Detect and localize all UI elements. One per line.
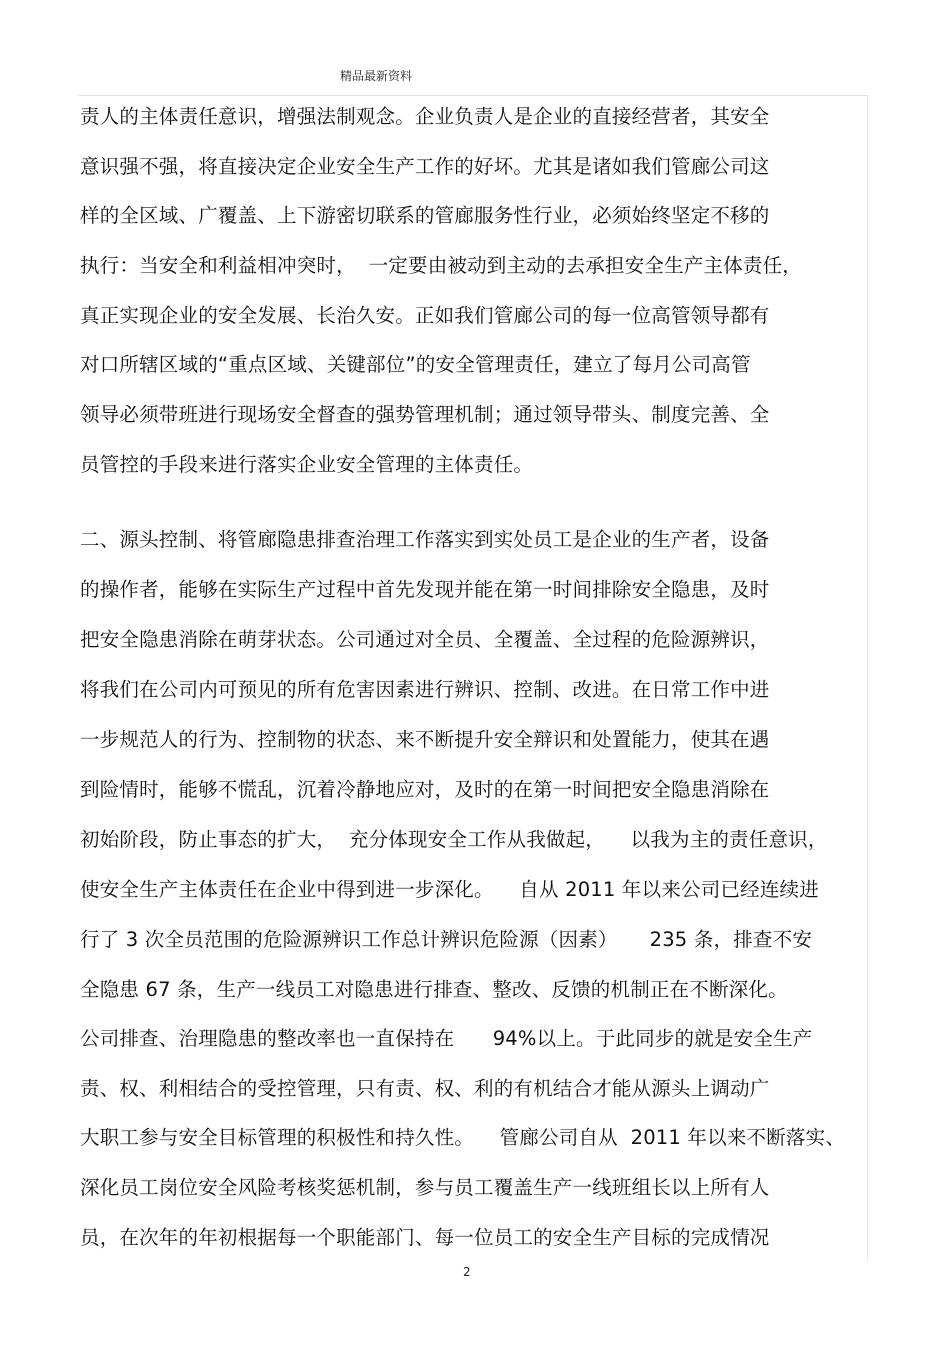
paragraph-2-line: 到险情时，能够不慌乱，沉着冷静地应对，及时的在第一时间把安全隐患消除在 bbox=[80, 778, 770, 801]
paragraph-2-line: 员，在次年的年初根据每一个职能部门、每一位员工的安全生产目标的完成情况 bbox=[80, 1226, 770, 1249]
page-number: 2 bbox=[463, 1265, 471, 1279]
page-header: 精品最新资料 bbox=[340, 69, 413, 83]
paragraph-1-line: 责人的主体责任意识，增强法制观念。企业负责人是企业的直接经营者，其安全 bbox=[80, 105, 770, 128]
paragraph-2-line: 使安全生产主体责任在企业中得到进一步深化。 自从 2011 年以来公司已经连续进 bbox=[80, 878, 819, 901]
paragraph-2-line: 二、源头控制、将管廊隐患排查治理工作落实到实处员工是企业的生产者，设备 bbox=[80, 528, 770, 551]
paragraph-2-line: 公司排查、治理隐患的整改率也一直保持在 94%以上。于此同步的就是安全生产 bbox=[80, 1027, 813, 1050]
paragraph-1-line: 对口所辖区域的“重点区域、关键部位”的安全管理责任，建立了每月公司高管 bbox=[80, 353, 751, 376]
paragraph-2-line: 责、权、利相结合的受控管理，只有责、权、利的有机结合才能从源头上调动广 bbox=[80, 1077, 770, 1100]
paragraph-2-line: 的操作者，能够在实际生产过程中首先发现并能在第一时间排除安全隐患，及时 bbox=[80, 578, 770, 601]
paragraph-2-line: 初始阶段，防止事态的扩大， 充分体现安全工作从我做起， 以我为主的责任意识， bbox=[80, 828, 828, 851]
paragraph-1-line: 样的全区域、广覆盖、上下游密切联系的管廊服务性行业，必须始终坚定不移的 bbox=[80, 204, 770, 227]
paragraph-2-line: 全隐患 67 条，生产一线员工对隐患进行排查、整改、反馈的机制正在不断深化。 bbox=[80, 978, 788, 1001]
paragraph-1-line: 领导必须带班进行现场安全督查的强势管理机制；通过领导带头、制度完善、全 bbox=[80, 403, 770, 426]
top-rule bbox=[78, 95, 868, 96]
paragraph-2-line: 大职工参与安全目标管理的积极性和持久性。 管廊公司自从 2011 年以来不断落实、 bbox=[80, 1126, 846, 1149]
right-rule bbox=[867, 95, 868, 1260]
paragraph-2-line: 深化员工岗位安全风险考核奖惩机制，参与员工覆盖生产一线班组长以上所有人 bbox=[80, 1176, 770, 1199]
paragraph-1-line: 意识强不强，将直接决定企业安全生产工作的好坏。尤其是诸如我们管廊公司这 bbox=[80, 155, 770, 178]
paragraph-2-line: 把安全隐患消除在萌芽状态。公司通过对全员、全覆盖、全过程的危险源辨识， bbox=[80, 628, 770, 651]
paragraph-1-line: 员管控的手段来进行落实企业安全管理的主体责任。 bbox=[80, 453, 534, 476]
paragraph-2-line: 行了 3 次全员范围的危险源辨识工作总计辨识危险源（因素） 235 条，排查不安 bbox=[80, 928, 813, 951]
paragraph-2-line: 一步规范人的行为、控制物的状态、来不断提升安全辩识和处置能力，使其在遇 bbox=[80, 728, 770, 751]
paragraph-2-line: 将我们在公司内可预见的所有危害因素进行辨识、控制、改进。在日常工作中进 bbox=[80, 678, 770, 701]
paragraph-1-line: 执行：当安全和利益相冲突时， 一定要由被动到主动的去承担安全生产主体责任， bbox=[80, 254, 802, 277]
paragraph-1-line: 真正实现企业的安全发展、长治久安。正如我们管廊公司的每一位高管领导都有 bbox=[80, 304, 770, 327]
